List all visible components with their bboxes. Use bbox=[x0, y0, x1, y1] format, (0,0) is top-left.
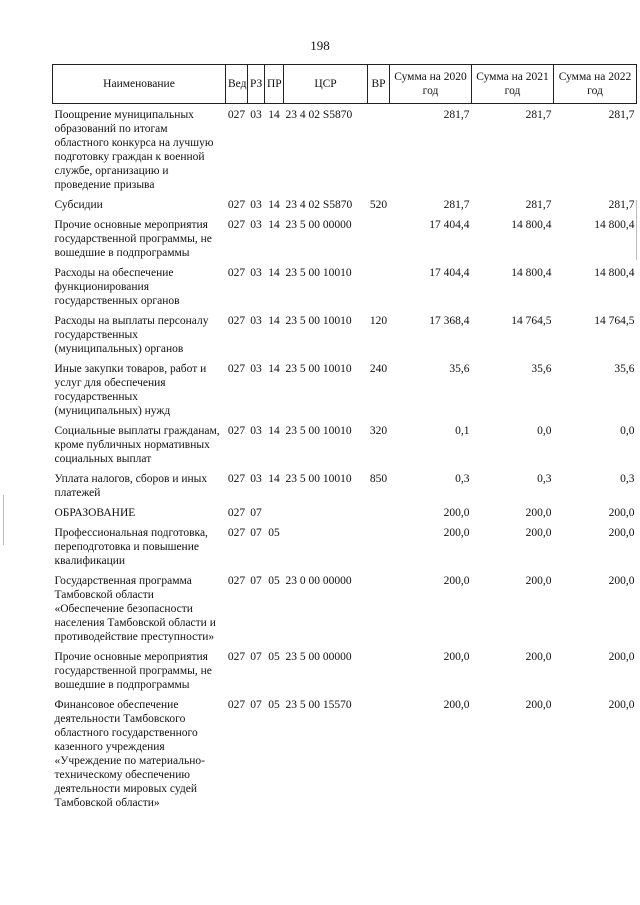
row-ved: 027 bbox=[227, 507, 246, 519]
table-row bbox=[53, 468, 637, 502]
row-csr: 23 5 00 10010 bbox=[285, 425, 352, 437]
row-sum-2020: 17 404,4 bbox=[429, 267, 470, 279]
header-name: Наименование bbox=[53, 65, 226, 104]
row-sum-2022: 200,0 bbox=[608, 575, 635, 587]
row-name: Расходы на выплаты персоналу государственных (муниципальных) органов bbox=[54, 315, 209, 355]
row-pr bbox=[265, 502, 284, 522]
row-name: Финансовое обеспечение деятельности Тамбовского областного государственного казенного учреждения «Учреждение по материально-техническому обеспечению деятельности мировых судей Тамбовской области» bbox=[54, 699, 205, 809]
row-pr: 14 bbox=[268, 473, 280, 485]
row-csr: 23 5 00 15570 bbox=[285, 699, 352, 711]
row-pr: 05 bbox=[268, 651, 280, 663]
row-vr bbox=[368, 214, 390, 262]
row-sum-2022: 14 764,5 bbox=[594, 315, 635, 327]
row-sum-2021: 35,6 bbox=[531, 363, 552, 375]
row-csr: 23 5 00 00000 bbox=[285, 219, 352, 231]
row-vr: 120 bbox=[369, 315, 388, 327]
row-csr: 23 4 02 S5870 bbox=[285, 199, 353, 211]
row-rz: 03 bbox=[250, 199, 262, 211]
row-ved: 027 bbox=[227, 473, 246, 485]
row-sum-2020: 17 368,4 bbox=[429, 315, 470, 327]
row-pr: 05 bbox=[268, 699, 280, 711]
row-sum-2021: 200,0 bbox=[525, 699, 552, 711]
row-rz: 03 bbox=[250, 363, 262, 375]
row-sum-2020: 281,7 bbox=[443, 199, 470, 211]
row-pr: 14 bbox=[268, 425, 280, 437]
row-rz: 03 bbox=[250, 473, 262, 485]
row-sum-2021: 14 800,4 bbox=[511, 267, 552, 279]
row-sum-2021: 0,0 bbox=[537, 425, 552, 437]
row-sum-2021: 0,3 bbox=[537, 473, 552, 485]
row-pr: 05 bbox=[268, 575, 280, 587]
row-sum-2022: 200,0 bbox=[608, 527, 635, 539]
row-sum-2022: 14 800,4 bbox=[594, 219, 635, 231]
row-sum-2022: 200,0 bbox=[608, 507, 635, 519]
row-rz: 07 bbox=[250, 651, 262, 663]
row-vr bbox=[368, 570, 390, 646]
header-sum-2022: Сумма на 2022 год bbox=[554, 65, 637, 104]
row-vr bbox=[368, 262, 390, 310]
header-vr: ВР bbox=[368, 65, 390, 104]
row-sum-2020: 17 404,4 bbox=[429, 219, 470, 231]
row-csr: 23 5 00 10010 bbox=[285, 267, 352, 279]
row-ved: 027 bbox=[227, 315, 246, 327]
row-rz: 03 bbox=[250, 109, 262, 121]
row-ved: 027 bbox=[227, 425, 246, 437]
table-row bbox=[53, 358, 637, 420]
row-ved: 027 bbox=[227, 527, 246, 539]
row-sum-2021: 200,0 bbox=[525, 527, 552, 539]
scan-edge-mark-left bbox=[3, 495, 4, 545]
row-pr: 14 bbox=[268, 267, 280, 279]
row-ved: 027 bbox=[227, 219, 246, 231]
row-pr: 14 bbox=[268, 109, 280, 121]
table-row bbox=[53, 646, 637, 694]
table-row bbox=[53, 104, 637, 195]
table-row bbox=[53, 502, 637, 522]
row-rz: 07 bbox=[250, 699, 262, 711]
row-vr: 240 bbox=[369, 363, 388, 375]
table-row bbox=[53, 522, 637, 570]
row-sum-2020: 281,7 bbox=[443, 109, 470, 121]
row-rz: 07 bbox=[250, 527, 262, 539]
row-ved: 027 bbox=[227, 575, 246, 587]
row-csr: 23 5 00 10010 bbox=[285, 473, 352, 485]
row-csr bbox=[284, 502, 368, 522]
row-sum-2020: 200,0 bbox=[443, 699, 470, 711]
row-csr bbox=[284, 522, 368, 570]
row-sum-2021: 200,0 bbox=[525, 507, 552, 519]
row-name: Прочие основные мероприятия государственной программы, не вошедшие в подпрограммы bbox=[54, 651, 212, 691]
row-sum-2022: 0,3 bbox=[620, 473, 635, 485]
row-sum-2020: 0,1 bbox=[455, 425, 470, 437]
row-vr bbox=[368, 502, 390, 522]
row-ved: 027 bbox=[227, 199, 246, 211]
row-sum-2021: 14 764,5 bbox=[511, 315, 552, 327]
row-ved: 027 bbox=[227, 363, 246, 375]
row-vr bbox=[368, 522, 390, 570]
row-sum-2021: 200,0 bbox=[525, 575, 552, 587]
row-sum-2021: 200,0 bbox=[525, 651, 552, 663]
row-vr: 520 bbox=[369, 199, 388, 211]
row-sum-2020: 0,3 bbox=[455, 473, 470, 485]
table-header bbox=[53, 65, 637, 104]
row-pr: 14 bbox=[268, 199, 280, 211]
row-ved: 027 bbox=[227, 651, 246, 663]
row-vr bbox=[368, 104, 390, 195]
row-csr: 23 5 00 10010 bbox=[285, 315, 352, 327]
table-row bbox=[53, 420, 637, 468]
header-csr: ЦСР bbox=[284, 65, 368, 104]
row-sum-2021: 281,7 bbox=[525, 199, 552, 211]
row-sum-2021: 14 800,4 bbox=[511, 219, 552, 231]
row-ved: 027 bbox=[227, 109, 246, 121]
row-sum-2022: 14 800,4 bbox=[594, 267, 635, 279]
row-name: Социальные выплаты гражданам, кроме публичных нормативных социальных выплат bbox=[54, 425, 220, 465]
row-name: Расходы на обеспечение функционирования государственных органов bbox=[54, 267, 180, 307]
row-rz: 03 bbox=[250, 219, 262, 231]
row-sum-2022: 0,0 bbox=[620, 425, 635, 437]
row-name: Субсидии bbox=[54, 199, 103, 211]
row-rz: 03 bbox=[250, 267, 262, 279]
row-sum-2020: 200,0 bbox=[443, 575, 470, 587]
table-row bbox=[53, 570, 637, 646]
header-sum-2021: Сумма на 2021 год bbox=[472, 65, 554, 104]
table-body bbox=[53, 104, 637, 813]
row-csr: 23 5 00 00000 bbox=[285, 651, 352, 663]
row-vr: 320 bbox=[369, 425, 388, 437]
row-pr: 05 bbox=[268, 527, 280, 539]
row-name: Уплата налогов, сборов и иных платежей bbox=[54, 473, 208, 499]
row-sum-2020: 35,6 bbox=[449, 363, 470, 375]
row-sum-2020: 200,0 bbox=[443, 651, 470, 663]
row-pr: 14 bbox=[268, 315, 280, 327]
page-number: 198 bbox=[310, 38, 330, 53]
row-sum-2022: 281,7 bbox=[608, 109, 635, 121]
header-pr: ПР bbox=[265, 65, 284, 104]
row-pr: 14 bbox=[268, 363, 280, 375]
row-name: Иные закупки товаров, работ и услуг для обеспечения государственных (муниципальных) нужд bbox=[54, 363, 207, 417]
header-sum-2020: Сумма на 2020 год bbox=[390, 65, 472, 104]
row-sum-2022: 35,6 bbox=[614, 363, 635, 375]
row-ved: 027 bbox=[227, 267, 246, 279]
row-name: ОБРАЗОВАНИЕ bbox=[54, 507, 136, 519]
row-ved: 027 bbox=[227, 699, 246, 711]
table-row bbox=[53, 194, 637, 214]
budget-table bbox=[52, 64, 637, 812]
row-rz: 07 bbox=[250, 507, 262, 519]
row-name: Профессиональная подготовка, переподготовка и повышение квалификации bbox=[54, 527, 208, 567]
row-name: Государственная программа Тамбовской области «Обеспечение безопасности населения Тамбовской области и противодействие преступности» bbox=[54, 575, 216, 643]
row-rz: 03 bbox=[250, 425, 262, 437]
row-sum-2022: 200,0 bbox=[608, 651, 635, 663]
row-rz: 03 bbox=[250, 315, 262, 327]
row-name: Поощрение муниципальных образований по итогам областного конкурса на лучшую подготовку граждан к военной службе, организацию и проведение призыва bbox=[54, 109, 214, 191]
row-csr: 23 4 02 S5870 bbox=[285, 109, 353, 121]
row-sum-2022: 200,0 bbox=[608, 699, 635, 711]
row-name: Прочие основные мероприятия государственной программы, не вошедшие в подпрограммы bbox=[54, 219, 212, 259]
table-row bbox=[53, 694, 637, 812]
row-sum-2020: 200,0 bbox=[443, 527, 470, 539]
header-ved: Вед bbox=[226, 65, 248, 104]
row-vr bbox=[368, 694, 390, 812]
header-rz: РЗ bbox=[248, 65, 265, 104]
row-vr: 850 bbox=[369, 473, 388, 485]
table-row bbox=[53, 262, 637, 310]
row-sum-2020: 200,0 bbox=[443, 507, 470, 519]
table-row bbox=[53, 310, 637, 358]
row-sum-2022: 281,7 bbox=[608, 199, 635, 211]
row-pr: 14 bbox=[268, 219, 280, 231]
row-vr bbox=[368, 646, 390, 694]
row-csr: 23 5 00 10010 bbox=[285, 363, 352, 375]
row-sum-2021: 281,7 bbox=[525, 109, 552, 121]
table-row bbox=[53, 214, 637, 262]
row-rz: 07 bbox=[250, 575, 262, 587]
scan-edge-mark-top bbox=[636, 200, 637, 260]
row-csr: 23 0 00 00000 bbox=[285, 575, 352, 587]
